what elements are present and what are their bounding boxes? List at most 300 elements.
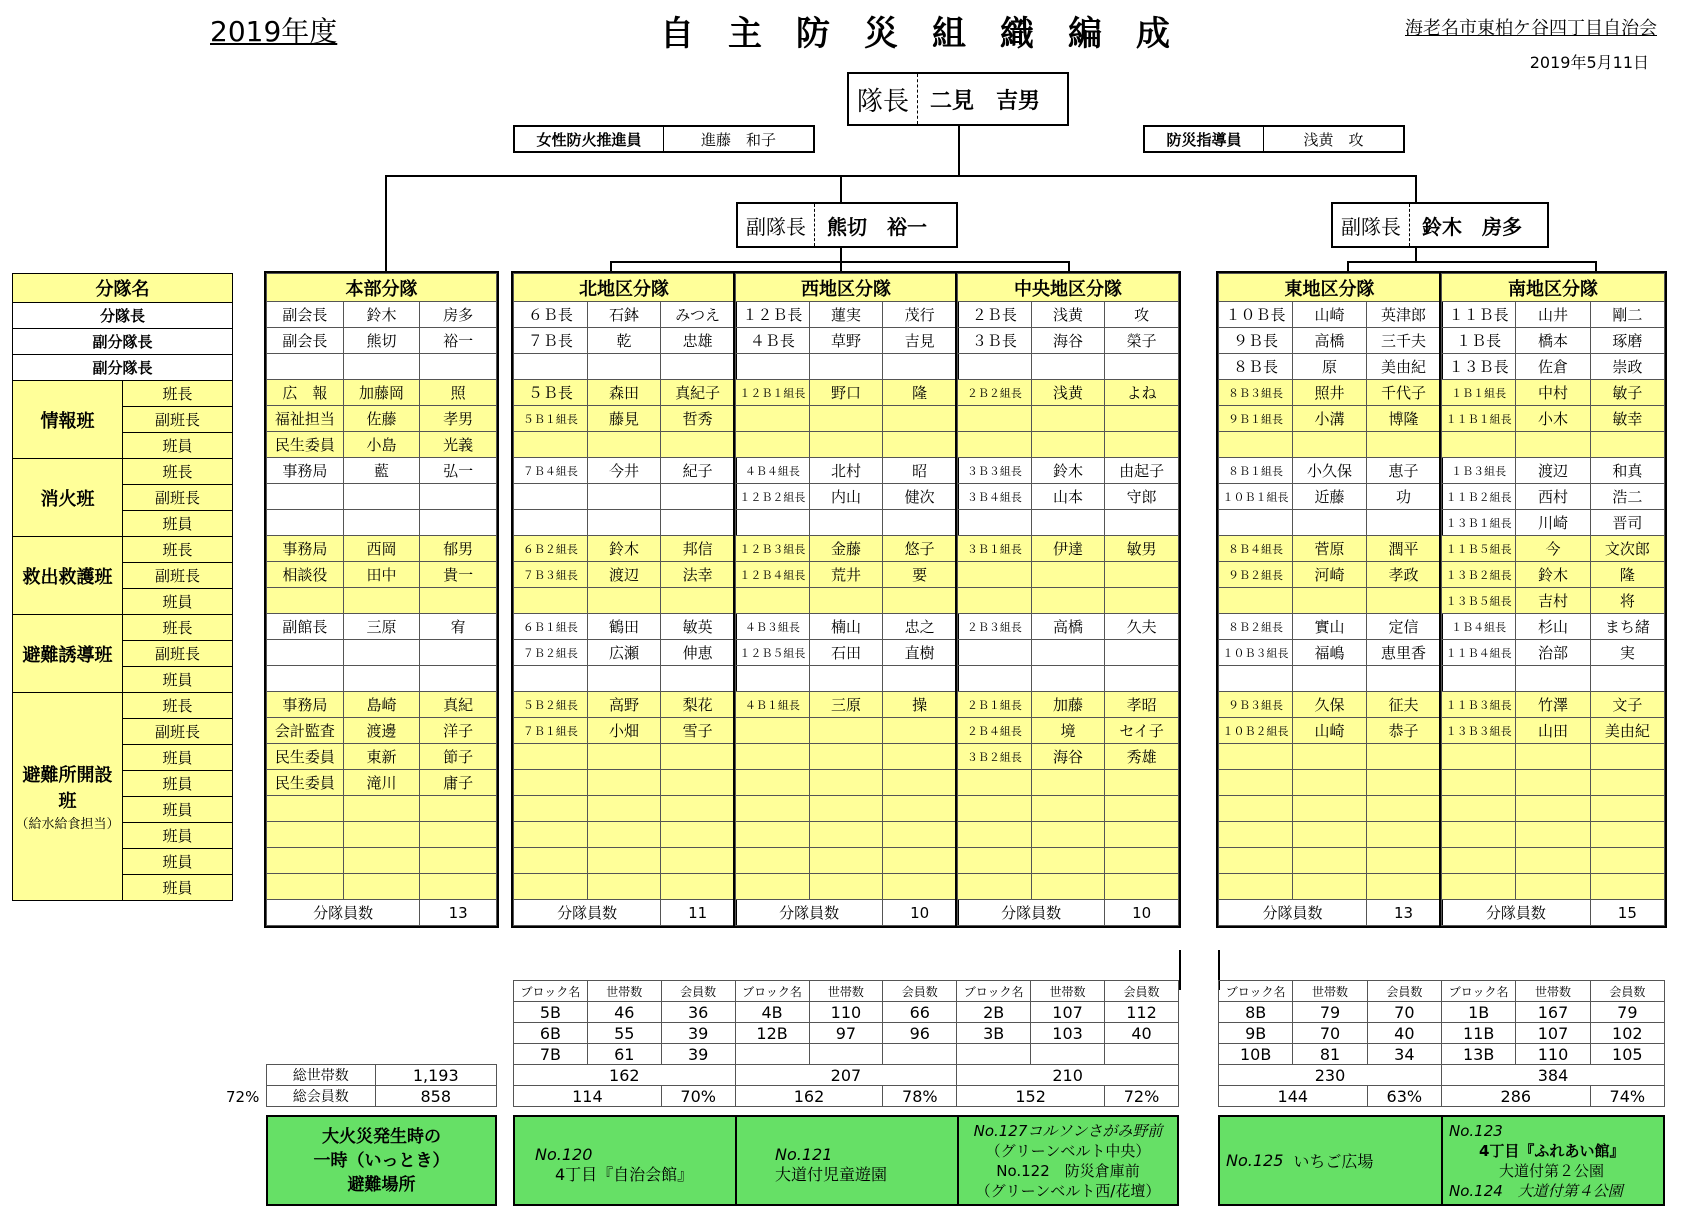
- squad-name: 本部分隊: [267, 274, 497, 302]
- district-households: 384: [1441, 1065, 1664, 1086]
- member-surname: 森田: [587, 380, 661, 406]
- member-title: ９Ｂ長: [1219, 328, 1293, 354]
- member-surname: [1516, 796, 1590, 822]
- member-surname: [1516, 770, 1590, 796]
- vice-leader-box: [736, 202, 958, 248]
- member-title: １０Ｂ長: [1219, 302, 1293, 328]
- member-title: [1442, 744, 1516, 770]
- member-title: [958, 848, 1032, 874]
- member-surname: 浅黄: [1031, 380, 1105, 406]
- evacuation-title: [266, 1115, 497, 1206]
- stats-header: 会員数: [883, 981, 957, 1002]
- stats-cell: 39: [661, 1023, 735, 1044]
- member-given-name: 晋司: [1590, 510, 1664, 536]
- member-surname: 鈴木: [1031, 458, 1105, 484]
- advisor-label: 女性防火推進員: [515, 127, 664, 151]
- evac-west: [735, 1115, 959, 1206]
- member-title: １３Ｂ５組長: [1442, 588, 1516, 614]
- member-given-name: [1590, 796, 1664, 822]
- member-surname: 広瀬: [587, 640, 661, 666]
- member-surname: [1516, 848, 1590, 874]
- member-surname: [1516, 744, 1590, 770]
- member-row: [958, 562, 1179, 588]
- member-title: [1442, 770, 1516, 796]
- member-title: [958, 822, 1032, 848]
- team-name: 救出救護班: [22, 566, 113, 588]
- stats-cell: [1031, 1044, 1105, 1065]
- member-row: [736, 874, 957, 900]
- member-row: [1219, 328, 1441, 354]
- member-given-name: [1105, 406, 1179, 432]
- stats-header: 会員数: [1590, 981, 1664, 1002]
- member-title: [736, 354, 810, 380]
- member-given-name: [1367, 744, 1441, 770]
- evac-number: No.120: [535, 1145, 593, 1164]
- member-row: [736, 354, 957, 380]
- total-members-label: 総会員数: [267, 1086, 376, 1107]
- district-households: 210: [957, 1065, 1179, 1086]
- team-role-label: 班員: [123, 511, 233, 537]
- organization-name: 海老名市東柏ケ谷四丁目自治会: [1405, 18, 1657, 39]
- member-row: [267, 562, 497, 588]
- member-title: [1219, 666, 1293, 692]
- stats-cell: 10B: [1219, 1044, 1293, 1065]
- member-surname: 鈴木: [343, 302, 420, 328]
- member-row: [736, 406, 957, 432]
- member-given-name: 真紀子: [661, 380, 735, 406]
- member-title: [958, 666, 1032, 692]
- member-row: [514, 458, 735, 484]
- member-surname: 河崎: [1293, 562, 1367, 588]
- member-surname: 小木: [1516, 406, 1590, 432]
- member-given-name: [1590, 822, 1664, 848]
- member-title: １３Ｂ長: [1442, 354, 1516, 380]
- member-surname: 滝川: [343, 770, 420, 796]
- member-given-name: [661, 822, 735, 848]
- member-given-name: [1367, 770, 1441, 796]
- member-row: [736, 588, 957, 614]
- stats-header: 世帯数: [1516, 981, 1590, 1002]
- member-surname: 近藤: [1293, 484, 1367, 510]
- member-given-name: 孝昭: [1105, 692, 1179, 718]
- member-given-name: 法幸: [661, 562, 735, 588]
- stats-cell: 167: [1516, 1002, 1590, 1023]
- member-given-name: [883, 666, 957, 692]
- member-title: ２Ｂ１組長: [958, 692, 1032, 718]
- member-row: [514, 380, 735, 406]
- member-given-name: 茂行: [883, 302, 957, 328]
- member-title: ２Ｂ長: [958, 302, 1032, 328]
- member-given-name: 美由紀: [1590, 718, 1664, 744]
- member-surname: [587, 354, 661, 380]
- team-label: [13, 615, 123, 693]
- member-title: [736, 822, 810, 848]
- advisor-name: 進藤 和子: [700, 130, 776, 149]
- member-row: [958, 432, 1179, 458]
- stats-cell: 11B: [1441, 1023, 1515, 1044]
- member-title: １２Ｂ長: [736, 302, 810, 328]
- member-row: [1219, 874, 1441, 900]
- member-surname: [1516, 822, 1590, 848]
- leader-name: 二見 吉男: [930, 88, 1041, 114]
- member-surname: 金藤: [809, 536, 883, 562]
- connector-line: [1595, 261, 1597, 273]
- member-surname: [809, 822, 883, 848]
- member-title: 事務局: [267, 458, 344, 484]
- member-given-name: 隆: [1590, 562, 1664, 588]
- member-row: [514, 484, 735, 510]
- member-title: [1219, 822, 1293, 848]
- member-given-name: [1105, 666, 1179, 692]
- member-row: [1219, 562, 1441, 588]
- member-given-name: [1105, 822, 1179, 848]
- member-title: １０Ｂ３組長: [1219, 640, 1293, 666]
- member-title: [958, 796, 1032, 822]
- member-surname: 照井: [1293, 380, 1367, 406]
- member-row: [1442, 380, 1665, 406]
- member-row: [736, 562, 957, 588]
- stats-cell: 36: [661, 1002, 735, 1023]
- member-row: [958, 666, 1179, 692]
- member-surname: 山田: [1516, 718, 1590, 744]
- member-row: [736, 484, 957, 510]
- stats-cell: 112: [1105, 1002, 1179, 1023]
- member-given-name: 恭子: [1367, 718, 1441, 744]
- member-row: [267, 302, 497, 328]
- member-given-name: 恵子: [1367, 458, 1441, 484]
- member-title: [514, 796, 588, 822]
- member-surname: 小島: [343, 432, 420, 458]
- member-surname: 中村: [1516, 380, 1590, 406]
- connector-line: [1347, 261, 1349, 273]
- member-title: [958, 562, 1032, 588]
- member-surname: 福嶋: [1293, 640, 1367, 666]
- member-title: 広 報: [267, 380, 344, 406]
- member-surname: [1516, 666, 1590, 692]
- member-title: 副会長: [267, 328, 344, 354]
- member-title: [736, 744, 810, 770]
- member-surname: 西岡: [343, 536, 420, 562]
- vice-leader-role: 副隊長: [738, 204, 815, 246]
- member-surname: 鈴木: [1516, 562, 1590, 588]
- member-row: [267, 874, 497, 900]
- member-row: [1442, 744, 1665, 770]
- member-title: [958, 874, 1032, 900]
- member-row: [1219, 484, 1441, 510]
- evac-title-line: 避難場所: [347, 1174, 416, 1195]
- member-title: ７Ｂ４組長: [514, 458, 588, 484]
- member-given-name: [1590, 744, 1664, 770]
- member-given-name: 昭: [883, 458, 957, 484]
- member-given-name: 功: [1367, 484, 1441, 510]
- member-surname: [343, 510, 420, 536]
- total-households: 1,193: [375, 1065, 497, 1086]
- stats-header: 会員数: [1367, 981, 1441, 1002]
- member-surname: 鈴木: [587, 536, 661, 562]
- member-row: [1219, 822, 1441, 848]
- member-title: 副会長: [267, 302, 344, 328]
- stats-cell: 79: [1590, 1002, 1664, 1023]
- member-given-name: [661, 744, 735, 770]
- member-row: [958, 588, 1179, 614]
- team-role-label: 班員: [123, 745, 233, 771]
- district-households: 207: [735, 1065, 957, 1086]
- member-surname: [343, 666, 420, 692]
- member-surname: [1031, 406, 1105, 432]
- advisor-name: 浅黄 攻: [1303, 130, 1364, 149]
- stats-cell: 6B: [514, 1023, 588, 1044]
- member-surname: [809, 848, 883, 874]
- stats-cell: 81: [1293, 1044, 1367, 1065]
- member-title: ９Ｂ３組長: [1219, 692, 1293, 718]
- member-title: [1442, 822, 1516, 848]
- squad-count: 13: [420, 900, 497, 926]
- member-surname: 藍: [343, 458, 420, 484]
- member-title: ２Ｂ４組長: [958, 718, 1032, 744]
- member-title: ５Ｂ長: [514, 380, 588, 406]
- member-row: [1219, 744, 1441, 770]
- member-row: [1442, 692, 1665, 718]
- member-row: [1442, 770, 1665, 796]
- member-given-name: 攻: [1105, 302, 1179, 328]
- member-title: [514, 484, 588, 510]
- squad-table-east: [1218, 273, 1441, 926]
- member-title: １３Ｂ３組長: [1442, 718, 1516, 744]
- member-row: [514, 796, 735, 822]
- member-row: [267, 822, 497, 848]
- member-surname: 石田: [809, 640, 883, 666]
- stats-cell: 103: [1031, 1023, 1105, 1044]
- member-row: [736, 666, 957, 692]
- member-row: [736, 458, 957, 484]
- member-given-name: [661, 432, 735, 458]
- member-surname: 島崎: [343, 692, 420, 718]
- member-title: [514, 770, 588, 796]
- member-title: １３Ｂ２組長: [1442, 562, 1516, 588]
- member-title: １Ｂ３組長: [1442, 458, 1516, 484]
- stats-cell: 107: [1516, 1023, 1590, 1044]
- team-label: [13, 693, 123, 901]
- member-given-name: [420, 510, 497, 536]
- member-row: [1442, 406, 1665, 432]
- stats-cell: 107: [1031, 1002, 1105, 1023]
- member-given-name: 裕一: [420, 328, 497, 354]
- member-title: ７Ｂ２組長: [514, 640, 588, 666]
- member-row: [514, 354, 735, 380]
- squad-name-header: 分隊名: [13, 274, 233, 303]
- stats-header: 世帯数: [1031, 981, 1105, 1002]
- member-title: [736, 510, 810, 536]
- squad-count-label: 分隊員数: [736, 900, 883, 926]
- member-given-name: 郁男: [420, 536, 497, 562]
- member-row: [1219, 458, 1441, 484]
- member-title: １１Ｂ長: [1442, 302, 1516, 328]
- member-row: [514, 692, 735, 718]
- member-row: [267, 406, 497, 432]
- member-surname: 久保: [1293, 692, 1367, 718]
- member-surname: 小畑: [587, 718, 661, 744]
- member-given-name: 敏幸: [1590, 406, 1664, 432]
- top-role-label: 分隊長: [13, 303, 233, 329]
- member-title: [1219, 848, 1293, 874]
- member-given-name: [883, 744, 957, 770]
- member-given-name: 宥: [420, 614, 497, 640]
- member-row: [267, 458, 497, 484]
- member-surname: [587, 588, 661, 614]
- page-title: 自主防災組織編成: [660, 14, 1204, 54]
- connector-line: [840, 175, 842, 203]
- member-surname: 高橋: [1031, 614, 1105, 640]
- team-role-label: 班員: [123, 589, 233, 615]
- member-surname: [1516, 432, 1590, 458]
- member-row: [514, 770, 735, 796]
- member-title: [514, 666, 588, 692]
- member-row: [1219, 588, 1441, 614]
- stats-cell: [735, 1044, 809, 1065]
- member-row: [1442, 484, 1665, 510]
- member-given-name: [1105, 354, 1179, 380]
- district-members: 286: [1441, 1086, 1590, 1107]
- member-title: [1442, 848, 1516, 874]
- team-role-label: 班長: [123, 459, 233, 485]
- member-row: [958, 848, 1179, 874]
- member-surname: 吉村: [1516, 588, 1590, 614]
- member-given-name: 伸恵: [661, 640, 735, 666]
- member-surname: [343, 484, 420, 510]
- member-row: [958, 354, 1179, 380]
- member-title: ３Ｂ長: [958, 328, 1032, 354]
- member-surname: [809, 874, 883, 900]
- member-surname: [587, 796, 661, 822]
- member-title: ４Ｂ４組長: [736, 458, 810, 484]
- member-surname: 山崎: [1293, 718, 1367, 744]
- evac-place: 大道付児童遊園: [775, 1165, 888, 1184]
- member-given-name: 梨花: [661, 692, 735, 718]
- member-given-name: [883, 406, 957, 432]
- member-given-name: [420, 484, 497, 510]
- member-title: ３Ｂ３組長: [958, 458, 1032, 484]
- evac-place: いちご広場: [1293, 1152, 1374, 1171]
- stats-cell: 1B: [1441, 1002, 1515, 1023]
- member-title: [1219, 588, 1293, 614]
- member-surname: [587, 666, 661, 692]
- member-title: [514, 744, 588, 770]
- member-row: [958, 770, 1179, 796]
- squad-count: 15: [1590, 900, 1664, 926]
- member-row: [736, 770, 957, 796]
- member-title: １２Ｂ１組長: [736, 380, 810, 406]
- member-title: [736, 406, 810, 432]
- member-title: １０Ｂ１組長: [1219, 484, 1293, 510]
- member-given-name: [1590, 666, 1664, 692]
- connector-line: [1179, 950, 1181, 990]
- vice-leader-role: 副隊長: [1333, 204, 1410, 246]
- member-given-name: [1590, 874, 1664, 900]
- member-surname: 竹澤: [1516, 692, 1590, 718]
- member-surname: [1031, 848, 1105, 874]
- member-row: [514, 822, 735, 848]
- team-role-label: 班長: [123, 537, 233, 563]
- connector-line: [1068, 261, 1070, 273]
- member-title: ８Ｂ２組長: [1219, 614, 1293, 640]
- member-surname: 小久保: [1293, 458, 1367, 484]
- member-surname: [1031, 432, 1105, 458]
- member-surname: [1293, 666, 1367, 692]
- advisor-label: 防災指導員: [1145, 127, 1264, 151]
- member-row: [267, 380, 497, 406]
- member-row: [736, 380, 957, 406]
- member-row: [1442, 874, 1665, 900]
- member-row: [1219, 796, 1441, 822]
- member-row: [1442, 328, 1665, 354]
- member-surname: [809, 354, 883, 380]
- stats-header: ブロック名: [514, 981, 588, 1002]
- member-row: [1219, 614, 1441, 640]
- member-given-name: [1105, 640, 1179, 666]
- member-row: [958, 692, 1179, 718]
- stats-cell: 39: [661, 1044, 735, 1065]
- squad-count: 10: [1105, 900, 1179, 926]
- connector-line: [1347, 261, 1597, 263]
- team-role-label: 班長: [123, 693, 233, 719]
- evac-line: No.127コルソンさがみ野前: [973, 1122, 1163, 1140]
- member-row: [514, 510, 735, 536]
- team-role-label: 班員: [123, 667, 233, 693]
- district-rate: 63%: [1367, 1086, 1441, 1107]
- member-title: １Ｂ長: [1442, 328, 1516, 354]
- member-title: [514, 354, 588, 380]
- member-title: １１Ｂ１組長: [1442, 406, 1516, 432]
- member-given-name: 恵里香: [1367, 640, 1441, 666]
- member-row: [958, 328, 1179, 354]
- member-row: [1442, 510, 1665, 536]
- member-surname: 渡辺: [1516, 458, 1590, 484]
- member-title: [1219, 432, 1293, 458]
- member-row: [958, 458, 1179, 484]
- member-given-name: [1105, 848, 1179, 874]
- stats-header: ブロック名: [1441, 981, 1515, 1002]
- district-rate: 78%: [883, 1086, 957, 1107]
- member-given-name: [883, 796, 957, 822]
- member-row: [1219, 666, 1441, 692]
- member-given-name: [661, 666, 735, 692]
- member-row: [267, 536, 497, 562]
- total-rate: 72%: [226, 1088, 260, 1106]
- stats-cell: 46: [587, 1002, 661, 1023]
- member-title: ５Ｂ１組長: [514, 406, 588, 432]
- member-given-name: 庸子: [420, 770, 497, 796]
- member-title: [736, 432, 810, 458]
- member-title: [267, 666, 344, 692]
- member-row: [1442, 640, 1665, 666]
- stats-cell: 5B: [514, 1002, 588, 1023]
- member-surname: 渡辺: [587, 562, 661, 588]
- member-title: ８Ｂ１組長: [1219, 458, 1293, 484]
- member-given-name: セイ子: [1105, 718, 1179, 744]
- evac-number: No.124 大道付第４公園: [1449, 1182, 1623, 1200]
- member-row: [736, 302, 957, 328]
- member-surname: [1293, 848, 1367, 874]
- district-rate: 74%: [1590, 1086, 1664, 1107]
- member-title: [1219, 770, 1293, 796]
- member-surname: 高野: [587, 692, 661, 718]
- member-row: [267, 666, 497, 692]
- member-title: １１Ｂ４組長: [1442, 640, 1516, 666]
- member-row: [736, 796, 957, 822]
- member-row: [958, 640, 1179, 666]
- advisor-women-fire: [513, 125, 815, 153]
- member-given-name: [420, 822, 497, 848]
